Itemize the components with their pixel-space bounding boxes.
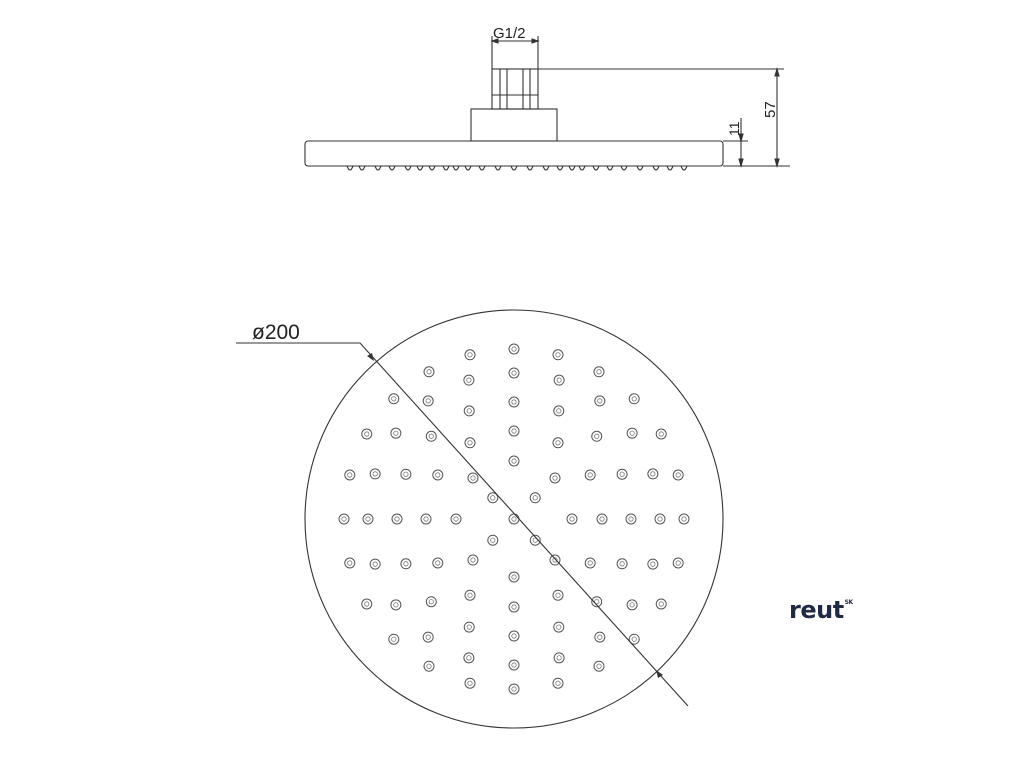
nozzle-tip bbox=[527, 166, 533, 170]
nozzle bbox=[509, 684, 519, 694]
nozzle bbox=[553, 678, 563, 688]
nozzle-tip bbox=[543, 166, 549, 170]
nozzle bbox=[468, 473, 478, 483]
nozzle bbox=[656, 599, 666, 609]
nozzle bbox=[673, 558, 683, 568]
nozzle bbox=[389, 394, 399, 404]
nozzle bbox=[648, 559, 658, 569]
nozzle bbox=[509, 368, 519, 378]
nozzle-tip bbox=[453, 166, 459, 170]
nozzle bbox=[648, 469, 658, 479]
nozzle bbox=[465, 350, 475, 360]
nozzle bbox=[629, 394, 639, 404]
nozzle bbox=[627, 428, 637, 438]
nozzle-tip bbox=[621, 166, 627, 170]
nozzle-tip bbox=[495, 166, 501, 170]
nozzle-tip bbox=[465, 166, 471, 170]
nozzle bbox=[509, 426, 519, 436]
nozzle bbox=[554, 653, 564, 663]
nozzle bbox=[345, 470, 355, 480]
nozzle bbox=[509, 572, 519, 582]
nozzle bbox=[345, 558, 355, 568]
nozzle bbox=[617, 559, 627, 569]
nozzle-tip bbox=[479, 166, 485, 170]
nozzle bbox=[673, 470, 683, 480]
nozzle bbox=[585, 470, 595, 480]
nozzle-tip bbox=[405, 166, 411, 170]
nozzle-grid bbox=[339, 344, 689, 694]
nozzle bbox=[451, 514, 461, 524]
nozzle bbox=[362, 429, 372, 439]
nozzle-tip bbox=[579, 166, 585, 170]
brand-logo-text: reut bbox=[789, 596, 844, 624]
threaded-connector bbox=[492, 69, 538, 109]
nozzle bbox=[550, 473, 560, 483]
nozzle bbox=[426, 431, 436, 441]
nozzle-tip bbox=[389, 166, 395, 170]
nozzle bbox=[592, 431, 602, 441]
nozzle bbox=[370, 469, 380, 479]
nozzle-tip bbox=[637, 166, 643, 170]
nozzle-tip bbox=[593, 166, 599, 170]
nozzle bbox=[679, 514, 689, 524]
nozzle bbox=[424, 661, 434, 671]
nozzle bbox=[421, 514, 431, 524]
nozzle-tip bbox=[347, 166, 353, 170]
nozzle bbox=[656, 429, 666, 439]
nozzle bbox=[426, 597, 436, 607]
nozzle bbox=[465, 438, 475, 448]
nozzle-tip bbox=[653, 166, 659, 170]
nozzle bbox=[465, 590, 475, 600]
nozzle bbox=[553, 350, 563, 360]
total-height-label: 57 bbox=[762, 101, 779, 118]
nozzle bbox=[464, 622, 474, 632]
nozzle bbox=[370, 559, 380, 569]
nozzle bbox=[509, 344, 519, 354]
nozzle bbox=[389, 634, 399, 644]
nozzle bbox=[626, 514, 636, 524]
nozzle bbox=[468, 555, 478, 565]
nozzle bbox=[509, 456, 519, 466]
nozzle bbox=[617, 469, 627, 479]
nozzle bbox=[554, 375, 564, 385]
nozzle bbox=[464, 375, 474, 385]
mounting-base bbox=[471, 109, 557, 141]
nozzle bbox=[391, 428, 401, 438]
nozzle-tip bbox=[511, 166, 517, 170]
nozzle bbox=[553, 438, 563, 448]
nozzle bbox=[594, 367, 604, 377]
nozzle bbox=[597, 514, 607, 524]
nozzle bbox=[423, 632, 433, 642]
shower-head-outline bbox=[305, 310, 723, 728]
nozzle bbox=[627, 600, 637, 610]
brand-logo-superscript: SK bbox=[844, 599, 853, 606]
nozzle bbox=[392, 514, 402, 524]
top-view bbox=[236, 310, 723, 728]
nozzle-tip bbox=[375, 166, 381, 170]
nozzle-tip bbox=[443, 166, 449, 170]
plate-height-label: 11 bbox=[726, 121, 742, 136]
nozzle bbox=[423, 396, 433, 406]
nozzle bbox=[585, 558, 595, 568]
nozzle bbox=[509, 660, 519, 670]
nozzle bbox=[509, 397, 519, 407]
nozzle bbox=[554, 622, 564, 632]
nozzle bbox=[464, 406, 474, 416]
diameter-leader bbox=[236, 343, 688, 706]
nozzle-row bbox=[347, 166, 687, 170]
nozzle bbox=[424, 367, 434, 377]
nozzle bbox=[433, 558, 443, 568]
brand-logo bbox=[789, 598, 853, 622]
nozzle bbox=[530, 493, 540, 503]
nozzle bbox=[362, 599, 372, 609]
nozzle bbox=[465, 678, 475, 688]
nozzle bbox=[594, 661, 604, 671]
nozzle bbox=[595, 632, 605, 642]
nozzle-tip bbox=[429, 166, 435, 170]
nozzle bbox=[554, 406, 564, 416]
nozzle-tip bbox=[359, 166, 365, 170]
thread-size-label: G1/2 bbox=[493, 25, 526, 42]
nozzle-tip bbox=[681, 166, 687, 170]
nozzle bbox=[401, 469, 411, 479]
nozzle-tip bbox=[607, 166, 613, 170]
nozzle bbox=[391, 600, 401, 610]
nozzle bbox=[401, 559, 411, 569]
nozzle bbox=[509, 514, 519, 524]
nozzle bbox=[339, 514, 349, 524]
nozzle bbox=[433, 470, 443, 480]
nozzle bbox=[363, 514, 373, 524]
nozzle-tip bbox=[417, 166, 423, 170]
nozzle bbox=[553, 590, 563, 600]
nozzle bbox=[488, 535, 498, 545]
side-view bbox=[305, 36, 790, 170]
nozzle-tip bbox=[569, 166, 575, 170]
nozzle bbox=[509, 602, 519, 612]
nozzle-tip bbox=[667, 166, 673, 170]
nozzle bbox=[567, 514, 577, 524]
shower-plate-profile bbox=[305, 141, 723, 166]
diameter-label: ø200 bbox=[252, 321, 300, 344]
nozzle bbox=[464, 653, 474, 663]
nozzle bbox=[595, 396, 605, 406]
nozzle bbox=[509, 631, 519, 641]
nozzle bbox=[655, 514, 665, 524]
nozzle-tip bbox=[557, 166, 563, 170]
